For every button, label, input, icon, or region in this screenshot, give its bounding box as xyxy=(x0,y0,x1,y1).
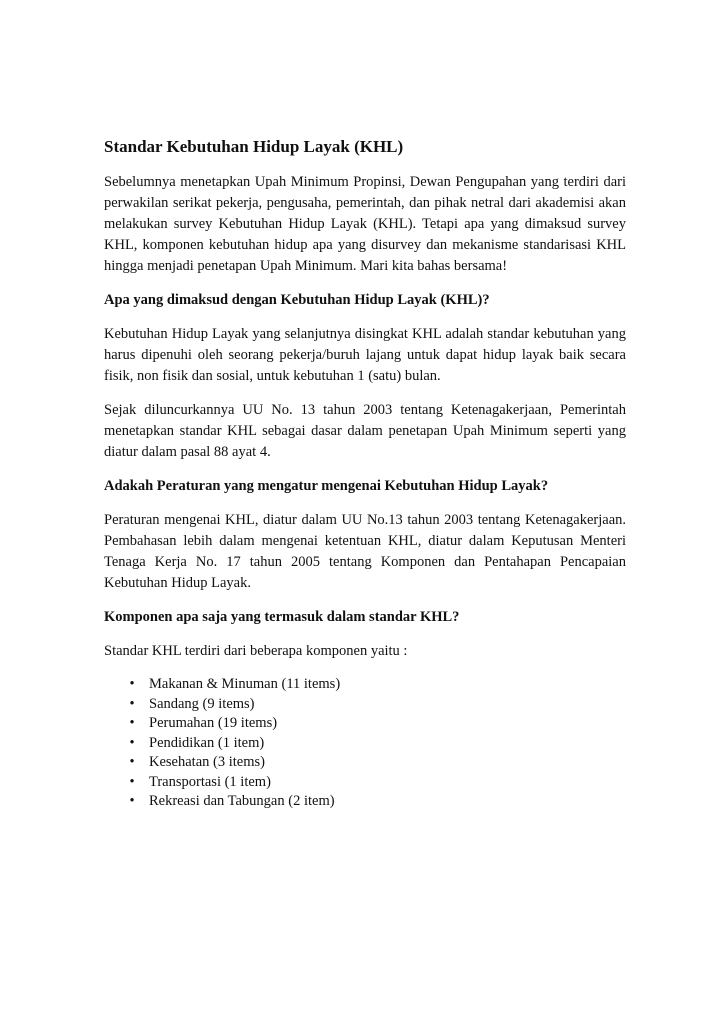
list-item-label: Transportasi (1 item) xyxy=(149,773,271,790)
regulation-paragraph: Peraturan mengenai KHL, diatur dalam UU No.13 tahun 2003 tentang Ketenagakerjaan. Pembahasan lebih dalam mengenai ketentuan KHL, diatur dalam Keputusan Menteri Tenaga Kerja No. 17 tahun 2005 tentang Komponen dan Pentahapan Pencapaian Kebutuhan Hidup Layak. xyxy=(104,512,626,591)
bullet-icon: • xyxy=(129,734,135,751)
bullet-icon: • xyxy=(129,715,135,731)
list-item xyxy=(126,734,626,754)
list-item xyxy=(126,714,626,734)
list-item-label: Sandang (9 items) xyxy=(149,695,255,712)
list-item xyxy=(126,695,626,715)
definition-paragraph: Kebutuhan Hidup Layak yang selanjutnya disingkat KHL adalah standar kebutuhan yang harus dipenuhi oleh seorang pekerja/buruh lajang untuk dapat hidup layak baik secara fisik, non fisik dan sosial, untuk kebutuhan 1 (satu) bulan. xyxy=(104,326,626,384)
section-heading-components: Komponen apa saja yang termasuk dalam standar KHL? xyxy=(104,609,460,625)
document-title: Standar Kebutuhan Hidup Layak (KHL) xyxy=(104,137,404,156)
list-item xyxy=(126,675,626,695)
list-item xyxy=(126,773,626,793)
bullet-icon: • xyxy=(129,676,135,692)
list-item xyxy=(126,753,626,773)
section-heading-regulation: Adakah Peraturan yang mengatur mengenai Kebutuhan Hidup Layak? xyxy=(104,478,549,494)
list-item xyxy=(126,792,626,812)
list-item-label: Kesehatan (3 items) xyxy=(149,754,265,770)
list-item-label: Pendidikan (1 item) xyxy=(149,734,265,751)
intro-paragraph: Sebelumnya menetapkan Upah Minimum Propinsi, Dewan Pengupahan yang terdiri dari perwakilan serikat pekerja, pengusaha, pemerintah, dan pihak netral dari akademisi akan melakukan survey Kebutuhan Hidup Layak (KHL). Tetapi apa yang dimaksud survey KHL, komponen kebutuhan hidup apa yang disurvey dan mekanisme standarisasi KHL hingga menjadi penetapan Upah Minimum. Mari kita bahas bersama! xyxy=(104,174,626,274)
section-heading-definition: Apa yang dimaksud dengan Kebutuhan Hidup Layak (KHL)? xyxy=(104,292,490,308)
list-item-label: Rekreasi dan Tabungan (2 item) xyxy=(149,793,335,809)
law-paragraph: Sejak diluncurkannya UU No. 13 tahun 2003 tentang Ketenagakerjaan, Pemerintah menetapkan standar KHL sebagai dasar dalam penetapan Upah Minimum seperti yang diatur dalam pasal 88 ayat 4. xyxy=(104,402,626,460)
components-list xyxy=(104,675,626,812)
bullet-icon: • xyxy=(129,754,135,770)
bullet-icon: • xyxy=(129,793,135,809)
document-page xyxy=(104,136,626,812)
list-item-label: Perumahan (19 items) xyxy=(149,715,278,731)
components-intro-paragraph: Standar KHL terdiri dari beberapa komponen yaitu : xyxy=(104,643,408,659)
list-item-label: Makanan & Minuman (11 items) xyxy=(149,676,341,692)
bullet-icon: • xyxy=(129,695,135,712)
bullet-icon: • xyxy=(129,773,135,790)
